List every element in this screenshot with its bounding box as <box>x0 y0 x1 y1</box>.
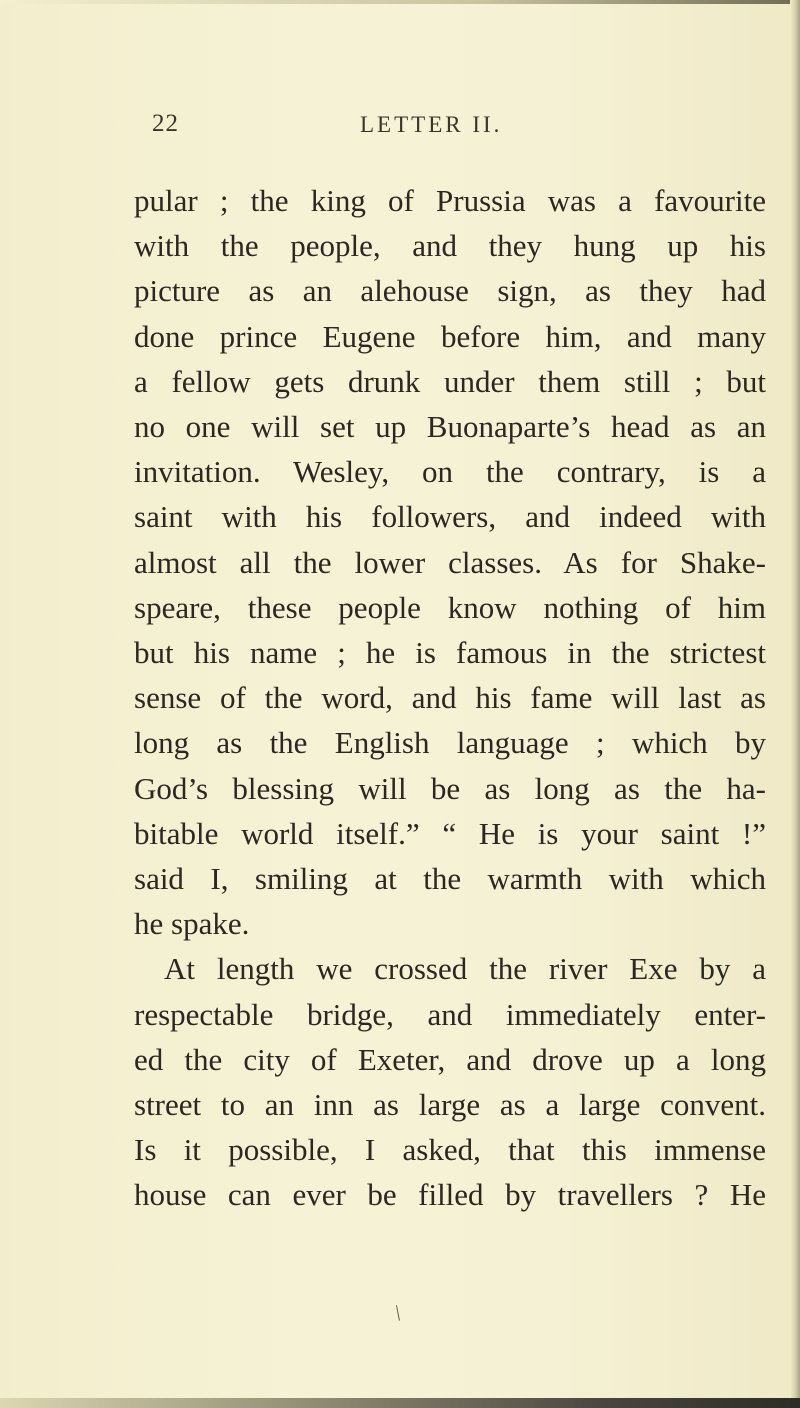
text-line: picture as an alehouse sign, as they had <box>134 273 766 309</box>
text-line: pular ; the king of Prussia was a favourite <box>134 183 766 218</box>
text-line: ed the city of Exeter, and drove up a long <box>134 1041 766 1077</box>
text-line: respectable bridge, and immediately enter- <box>134 996 766 1032</box>
paragraph-start-line: At length we crossed the river Exe by a <box>164 951 766 987</box>
text-line: street to an inn as large as a large convent. <box>134 1087 766 1123</box>
text-line: bitable world itself.” “ He is your saint !” <box>134 815 766 851</box>
text-line: almost all the lower classes. As for Shake- <box>134 544 766 580</box>
text-line: but his name ; he is famous in the strictest <box>134 635 766 671</box>
text-line: a fellow gets drunk under them still ; but <box>134 363 766 399</box>
text-line: no one will set up Buonaparte’s head as an <box>134 409 766 445</box>
text-line: with the people, and they hung up his <box>134 228 766 264</box>
text-line: done prince Eugene before him, and many <box>134 318 766 354</box>
body-text <box>134 178 766 1218</box>
running-head <box>0 110 800 150</box>
text-line: sense of the word, and his fame will last as <box>134 680 766 716</box>
text-line: invitation. Wesley, on the contrary, is a <box>134 454 766 490</box>
chapter-title: LETTER II. <box>360 112 503 137</box>
text-line: house can ever be filled by travellers ? He <box>134 1177 766 1213</box>
text-line: Is it possible, I asked, that this immense <box>134 1132 766 1168</box>
text-line: he spake. <box>134 906 250 942</box>
page-number: 22 <box>152 110 179 137</box>
page-top-edge <box>0 0 800 4</box>
page-bottom-edge <box>0 1398 800 1408</box>
page-right-edge <box>790 0 800 1408</box>
text-line: said I, smiling at the warmth with which <box>134 861 766 897</box>
text-line: saint with his followers, and indeed with <box>134 499 766 535</box>
text-line: God’s blessing will be as long as the ha- <box>134 770 766 806</box>
stray-pen-mark: / <box>388 1300 407 1325</box>
text-line: long as the English language ; which by <box>134 725 766 761</box>
text-line: speare, these people know nothing of him <box>134 589 766 625</box>
